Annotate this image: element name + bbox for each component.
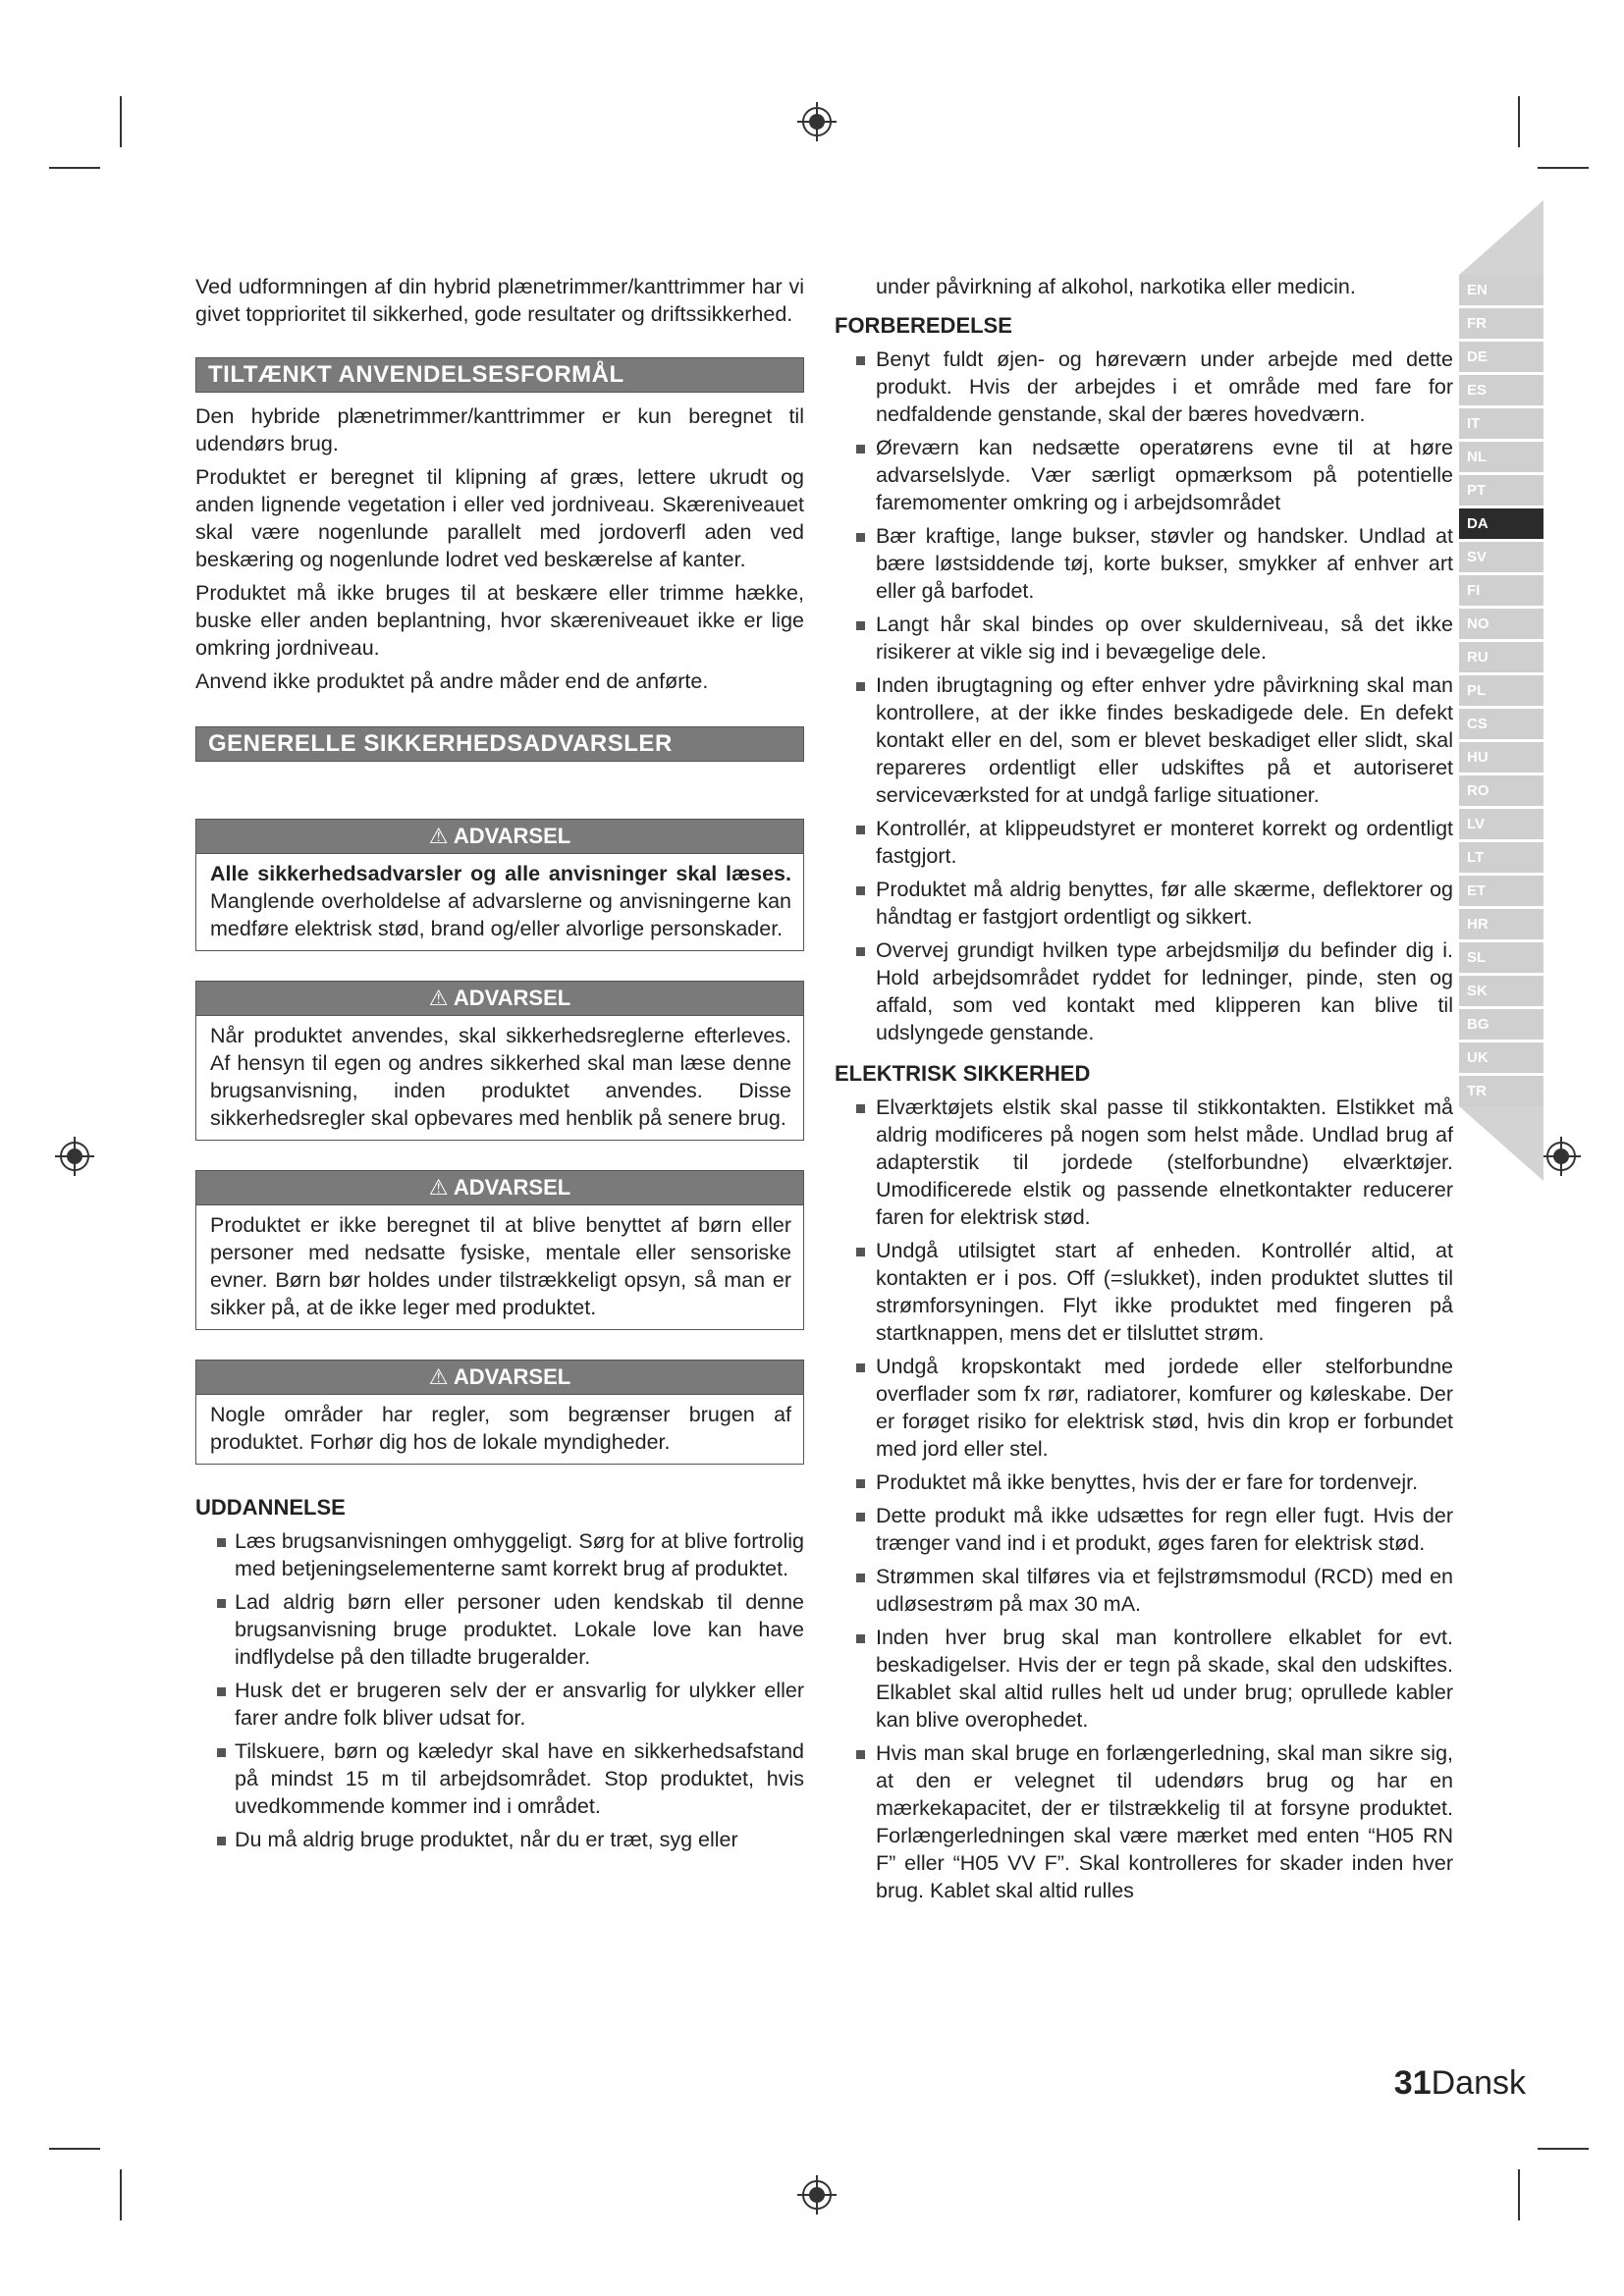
list-item: Dette produkt må ikke udsættes for regn eller fugt. Hvis der trænger vand ind i et produkt, øges faren for elektrisk stød.: [835, 1502, 1453, 1557]
registration-mark-left-icon: [55, 1137, 94, 1176]
tab-no[interactable]: NO: [1459, 609, 1543, 639]
list-item: Benyt fuldt øjen- og høreværn under arbejde med dette produkt. Hvis der arbejdes i et område med fare for nedfaldende genstande, skal der bæres hovedværn.: [835, 346, 1453, 428]
left-column: [195, 273, 804, 1859]
crop-mark-top-right-v: [1518, 96, 1520, 147]
tab-de[interactable]: DE: [1459, 342, 1543, 372]
section-title-general-safety: GENERELLE SIKKERHEDSADVARSLER: [195, 726, 804, 762]
list-item: Produktet må aldrig benyttes, før alle skærme, deflektorer og håndtag er fastgjort ordentligt og sikkert.: [835, 876, 1453, 931]
list-item: Bær kraftige, lange bukser, støvler og handsker. Undlad at bære løstsiddende tøj, korte bukser, smykker af enhver art eller gå barfodet.: [835, 522, 1453, 605]
crop-mark-bottom-right-h: [1538, 2148, 1589, 2150]
tab-sv[interactable]: SV: [1459, 542, 1543, 572]
warning-box-2: [195, 981, 804, 1141]
right-column: [835, 273, 1453, 1910]
list-item: Kontrollér, at klippeudstyret er monteret korrekt og ordentligt fastgjort.: [835, 815, 1453, 870]
tab-da[interactable]: DA: [1459, 508, 1543, 539]
warning-2-text: Når produktet anvendes, skal sikkerhedsreglerne efterleves. Af hensyn til egen og andres sikkerhed skal man læse denne brugsanvisning, inden produktet anvendes. Disse sikkerhedsregler skal opbevares med henblik på senere brug.: [210, 1024, 791, 1130]
list-item: Produktet må ikke benyttes, hvis der er fare for tordenvejr.: [835, 1468, 1453, 1496]
tab-uk[interactable]: UK: [1459, 1042, 1543, 1073]
intended-use-p4: Anvend ikke produktet på andre måder end de anførte.: [195, 669, 709, 693]
list-item: Lad aldrig børn eller personer uden kendskab til denne brugsanvisning bruge produktet. Lokale love kan have indflydelse på den tilladte brugeralder.: [195, 1588, 804, 1671]
tab-pt[interactable]: PT: [1459, 475, 1543, 506]
warning-label: ADVARSEL: [453, 1364, 571, 1389]
tab-ru[interactable]: RU: [1459, 642, 1543, 672]
crop-mark-bottom-left-v: [120, 2169, 122, 2220]
warning-3-text: Produktet er ikke beregnet til at blive benyttet af børn eller personer med nedsatte fysiske, mentale eller sensoriske evner. Børn bør holdes under tilstrækkeligt opsyn, så man er sikker på, at de ikke leger med produktet.: [210, 1213, 791, 1319]
warning-header: [196, 1171, 803, 1205]
registration-mark-bottom-icon: [797, 2175, 837, 2215]
preparation-list: [835, 346, 1453, 1046]
tab-ro[interactable]: RO: [1459, 775, 1543, 806]
list-item: Undgå utilsigtet start af enheden. Kontrollér altid, at kontakten er i pos. Off (=slukket), inden produktet sluttes til strømforsyningen. Flyt ikke produktet med fingeren på startknappen, mens det er tilsluttet strøm.: [835, 1237, 1453, 1347]
tab-tr[interactable]: TR: [1459, 1076, 1543, 1106]
warning-box-3: [195, 1170, 804, 1330]
crop-mark-top-left-v: [120, 96, 122, 147]
tab-cs[interactable]: CS: [1459, 709, 1543, 739]
warning-header: [196, 982, 803, 1016]
tab-hr[interactable]: HR: [1459, 909, 1543, 939]
tab-it[interactable]: IT: [1459, 408, 1543, 439]
tab-bg[interactable]: BG: [1459, 1009, 1543, 1040]
intended-use-p2: Produktet er beregnet til klipning af græs, lettere ukrudt og anden lignende vegetation i eller ved jordniveau. Skæreniveauet skal være nogenlunde parallelt med jordoverfl aden ved beskæring og nogenlunde lodret ved beskærelse af kanter.: [195, 465, 804, 571]
warning-header: [196, 820, 803, 854]
list-item: Hvis man skal bruge en forlængerledning, skal man sikre sig, at den er velegnet til udendørs brug og har en mærkekapacitet, der er tilstrækkelig til at forsyne produktet. Forlængerledningen skal være mærket med enten “H05 RN F” eller “H05 VV F”. Skal kontrolleres for skader inden hver brug. Kablet skal altid rulles: [835, 1739, 1453, 1904]
intended-use-p3: Produktet må ikke bruges til at beskære eller trimme hække, buske eller anden beplantning, hvor skæreniveauet ikke er lige omkring jordniveau.: [195, 581, 804, 660]
list-item: Overvej grundigt hvilken type arbejdsmiljø du befinder dig i. Hold arbejdsområdet ryddet for ledninger, pinde, sten og affald, som ved kontakt med klipperen kan blive til udslyngede genstande.: [835, 936, 1453, 1046]
warning-1-bold: Alle sikkerhedsadvarsler og alle anvisninger skal læses.: [210, 862, 791, 885]
page-number: [1394, 2064, 1526, 2103]
warning-label: ADVARSEL: [453, 824, 571, 848]
list-item: Du må aldrig bruge produktet, når du er træt, syg eller: [195, 1826, 804, 1853]
tab-lt[interactable]: LT: [1459, 842, 1543, 873]
continued-text: under påvirkning af alkohol, narkotika eller medicin.: [876, 275, 1356, 298]
warning-label: ADVARSEL: [453, 1175, 571, 1200]
tab-pl[interactable]: PL: [1459, 675, 1543, 706]
warning-4-text: Nogle områder har regler, som begrænser brugen af produktet. Forhør dig hos de lokale myndigheder.: [210, 1403, 791, 1454]
tab-en[interactable]: EN: [1459, 275, 1543, 305]
warning-triangle-icon: ⚠: [428, 824, 449, 848]
list-item: Inden ibrugtagning og efter enhver ydre påvirkning skal man kontrollere, at der ikke findes beskadigede dele. En defekt kontakt eller en del, som er blevet beskadiget eller slidt, skal repareres ordentligt eller udskiftes på et autoriseret serviceværksted for at undgå farlige situationer.: [835, 671, 1453, 809]
warning-triangle-icon: ⚠: [428, 1364, 449, 1389]
warning-1-text: Manglende overholdelse af advarslerne og anvisningerne kan medføre elektrisk stød, brand og/eller alvorlige personskader.: [210, 889, 791, 940]
tab-es[interactable]: ES: [1459, 375, 1543, 405]
tab-sl[interactable]: SL: [1459, 942, 1543, 973]
list-item: Strømmen skal tilføres via et fejlstrømsmodul (RCD) med en udløsestrøm på max 30 mA.: [835, 1563, 1453, 1618]
subheading-preparation: FORBEREDELSE: [835, 313, 1012, 338]
tab-fr[interactable]: FR: [1459, 308, 1543, 339]
list-item: Elværktøjets elstik skal passe til stikkontakten. Elstikket må aldrig modificeres på nogen som helst måde. Undlad brug af adapterstik til jordede (stelforbundne) elværktøjer. Umodificerede elstik og passende elnetkontakter reducerer faren for elektrisk stød.: [835, 1094, 1453, 1231]
intended-use-p1: Den hybride plænetrimmer/kanttrimmer er kun beregnet til udendørs brug.: [195, 404, 804, 455]
tab-top-triangle: [1459, 200, 1543, 275]
page-number-value: 31: [1393, 2064, 1432, 2102]
tab-sk[interactable]: SK: [1459, 976, 1543, 1006]
electrical-safety-list: [835, 1094, 1453, 1904]
language-tabs: [1459, 275, 1543, 1109]
crop-mark-top-left-h: [49, 167, 100, 169]
list-item: Inden hver brug skal man kontrollere elkablet for evt. beskadigelser. Hvis der er tegn på skade, skal den udskiftes. Elkablet skal altid rulles helt ud under brug; oprullede kabler kan blive overophedet.: [835, 1624, 1453, 1734]
list-item: Tilskuere, børn og kæledyr skal have en sikkerhedsafstand på mindst 15 m til arbejdsområdet. Stop produktet, hvis uvedkommende kommer ind i området.: [195, 1737, 804, 1820]
crop-mark-bottom-left-h: [49, 2148, 100, 2150]
page-language: Dansk: [1431, 2064, 1526, 2102]
tab-fi[interactable]: FI: [1459, 575, 1543, 606]
section-title-intended-use: TILTÆNKT ANVENDELSESFORMÅL: [195, 357, 804, 393]
training-list: [195, 1527, 804, 1853]
tab-lv[interactable]: LV: [1459, 809, 1543, 839]
warning-box-1: [195, 819, 804, 951]
tab-nl[interactable]: NL: [1459, 442, 1543, 472]
warning-header: [196, 1361, 803, 1395]
warning-box-4: [195, 1360, 804, 1465]
list-item: Øreværn kan nedsætte operatørens evne til at høre advarselslyde. Vær særligt opmærksom på potentielle faremomenter omkring og i arbejdsområdet: [835, 434, 1453, 516]
crop-mark-top-right-h: [1538, 167, 1589, 169]
list-item: Husk det er brugeren selv der er ansvarlig for ulykker eller farer andre folk bliver udsat for.: [195, 1677, 804, 1732]
warning-body: [196, 854, 803, 950]
warning-triangle-icon: ⚠: [428, 986, 449, 1010]
crop-mark-bottom-right-v: [1518, 2169, 1520, 2220]
registration-mark-right-icon: [1542, 1137, 1581, 1176]
intro-paragraph: Ved udformningen af din hybrid plænetrimmer/kanttrimmer har vi givet topprioritet til sikkerhed, gode resultater og driftssikkerhed.: [195, 275, 804, 326]
subheading-training: UDDANNELSE: [195, 1495, 346, 1520]
list-item: Læs brugsanvisningen omhyggeligt. Sørg for at blive fortrolig med betjeningselementerne samt korrekt brug af produktet.: [195, 1527, 804, 1582]
list-item: Langt hår skal bindes op over skulderniveau, så det ikke risikerer at vikle sig ind i bevægelige dele.: [835, 611, 1453, 666]
tab-et[interactable]: ET: [1459, 876, 1543, 906]
tab-hu[interactable]: HU: [1459, 742, 1543, 773]
subheading-electrical-safety: ELEKTRISK SIKKERHED: [835, 1061, 1091, 1086]
tab-bottom-triangle: [1459, 1106, 1543, 1181]
warning-triangle-icon: ⚠: [428, 1175, 449, 1200]
list-item: Undgå kropskontakt med jordede eller stelforbundne overflader som fx rør, radiatorer, komfurer og køleskabe. Der er forøget risiko for elektrisk stød, hvis din krop er forbundet med jord eller stel.: [835, 1353, 1453, 1463]
registration-mark-top-icon: [797, 102, 837, 141]
warning-label: ADVARSEL: [453, 986, 571, 1010]
